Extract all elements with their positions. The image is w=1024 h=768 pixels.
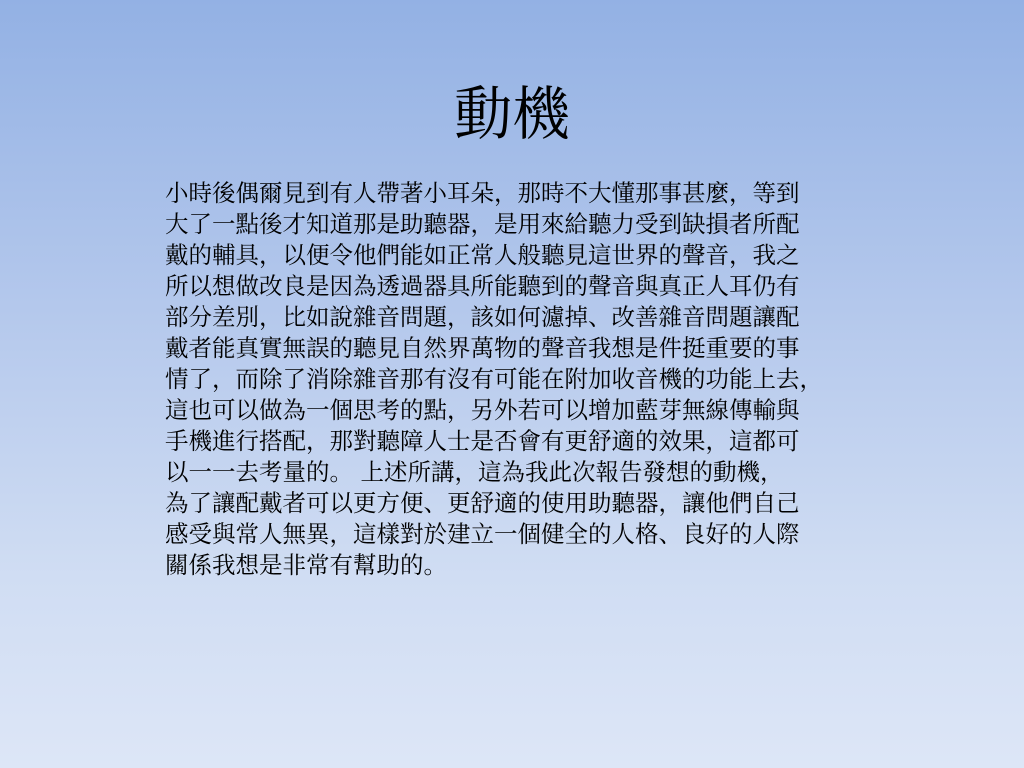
body-line: 這也可以做為一個思考的點，另外若可以增加藍芽無線傳輸與 <box>165 396 800 424</box>
body-line: 戴的輔具，以便令他們能如正常人般聽見這世界的聲音，我之 <box>165 241 800 269</box>
body-line: 戴者能真實無誤的聽見自然界萬物的聲音我想是件挺重要的事 <box>165 334 800 362</box>
body-line: 為了讓配戴者可以更方便、更舒適的使用助聽器，讓他們自己 <box>165 489 800 517</box>
body-line: 小時後偶爾見到有人帶著小耳朵，那時不大懂那事甚麼，等到 <box>165 179 800 207</box>
body-line: 大了一點後才知道那是助聽器，是用來給聽力受到缺損者所配 <box>165 210 800 238</box>
body-line: 手機進行搭配，那對聽障人士是否會有更舒適的效果，這都可 <box>165 427 800 455</box>
body-line: 情了，而除了消除雜音那有沒有可能在附加收音機的功能上去， <box>165 365 823 393</box>
body-line: 關係我想是非常有幫助的。 <box>165 551 447 579</box>
slide-title: 動機 <box>453 80 570 148</box>
body-line: 所以想做改良是因為透過器具所能聽到的聲音與真正人耳仍有 <box>165 272 800 300</box>
body-line: 以一一去考量的。 上述所講，這為我此次報告發想的動機， <box>165 458 784 486</box>
body-line: 部分差別，比如說雜音問題，該如何濾掉、改善雜音問題讓配 <box>165 303 800 331</box>
slide-body-text <box>165 178 885 581</box>
body-line: 感受與常人無異，這樣對於建立一個健全的人格、良好的人際 <box>165 520 800 548</box>
